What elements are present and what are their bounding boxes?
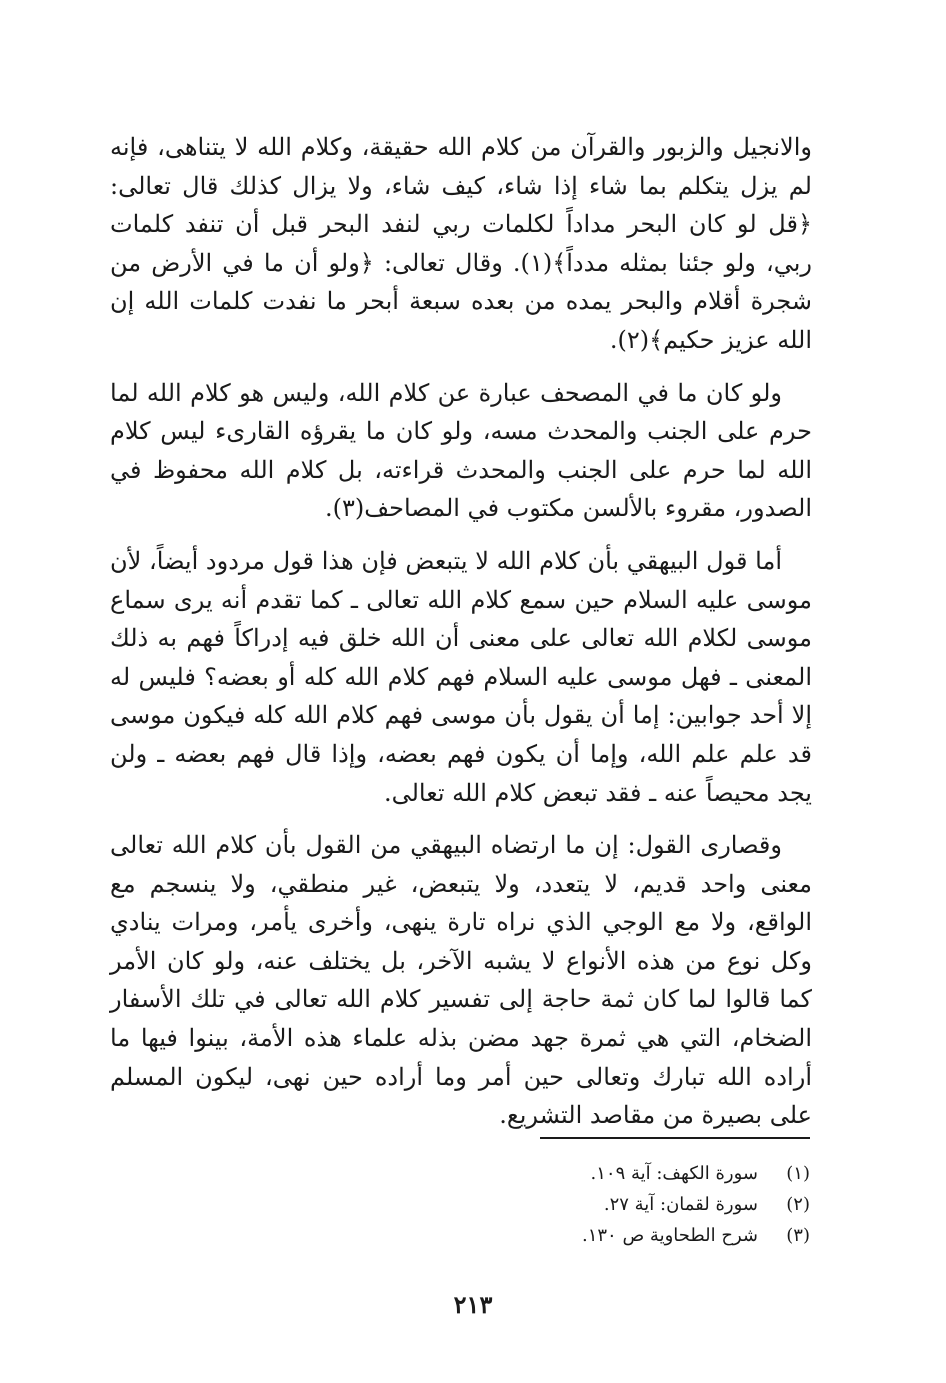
footnote-number: (٢) xyxy=(786,1194,810,1215)
footnotes xyxy=(390,1158,810,1251)
page-number: ٢١٣ xyxy=(453,1290,493,1319)
paragraph-2: ولو كان ما في المصحف عبارة عن كلام الله، وليس هو كلام الله لما حرم على الجنب والمحدث مسه، ولو كان ما يقرؤه القارىء ليس كلام الله لما حرم على الجنب والمحدث قراءته، بل كلام الله محفوظ في الصدور، مقروء بالألسن مكتوب في المصاحف(٣). xyxy=(110,378,812,523)
footnote-text: سورة الكهف: آية ١٠٩. xyxy=(590,1163,758,1184)
paragraph-3: أما قول البيهقي بأن كلام الله لا يتبعض فإن هذا قول مردود أيضاً، لأن موسى عليه السلام حين سمع كلام الله تعالى ـ كما تقدم أنه يرى سماع موسى لكلام الله تعالى على معنى أن الله خلق فيه إدراكاً فهم به ذلك المعنى ـ فهل موسى عليه السلام فهم كلام الله كله أو بعضه؟ فليس له إلا أحد جوابين: إما أن يقول بأن موسى فهم كلام الله كله فيكون موسى قد علم علم الله، وإما أن يكون فهم بعضه، وإذا قال فهم بعضه ـ ولن يجد محيصاً عنه ـ فقد تبعض كلام الله تعالى. xyxy=(110,546,812,807)
footnote-number: (١) xyxy=(786,1163,810,1184)
footnote-text: شرح الطحاوية ص ١٣٠. xyxy=(581,1225,758,1246)
paragraph-1: والانجيل والزبور والقرآن من كلام الله حقيقة، وكلام الله لا يتناهى، فإنه لم يزل يتكلم بما شاء إذا شاء، كيف شاء، ولا يزال كذلك قال تعالى: ﴿قل لو كان البحر مداداً لكلمات ربي لنفد البحر قبل أن تنفد كلمات ربي، ولو جئنا بمثله مدداً﴾(١). وقال تعالى: ﴿ولو أن ما في الأرض من شجرة أقلام والبحر يمده من بعده سبعة أبحر ما نفدت كلمات الله إن الله عزيز حكيم﴾(٢). xyxy=(110,133,813,354)
main-text xyxy=(110,128,812,1135)
footnote-1 xyxy=(390,1158,810,1189)
footnote-text: سورة لقمان: آية ٢٧. xyxy=(603,1194,758,1215)
footnote-divider xyxy=(540,1137,810,1139)
footnote-3 xyxy=(390,1220,810,1251)
footnote-number: (٣) xyxy=(786,1225,810,1246)
paragraph-4: وقصارى القول: إن ما ارتضاه البيهقي من القول بأن كلام الله تعالى معنى واحد قديم، لا يتعدد، ولا يتبعض، غير منطقي، ولا ينسجم مع الواقع، ولا مع الوجي الذي نراه تارة ينهى، وأخرى يأمر، ومرات ينادي وكل نوع من هذه الأنواع لا يشبه الآخر، بل يختلف عنه، ولو كان الأمر كما قالوا لما كان ثمة حاجة إلى تفسير كلام الله تعالى في تلك الأسفار الضخام، التي هي ثمرة جهد مضن بذله علماء هذه الأمة، بينوا فيها ما أراده الله تبارك وتعالى حين أمر وما أراده حين نهى، ليكون المسلم على بصيرة من مقاصد التشريع. xyxy=(110,831,812,1130)
footnote-2 xyxy=(390,1189,810,1220)
